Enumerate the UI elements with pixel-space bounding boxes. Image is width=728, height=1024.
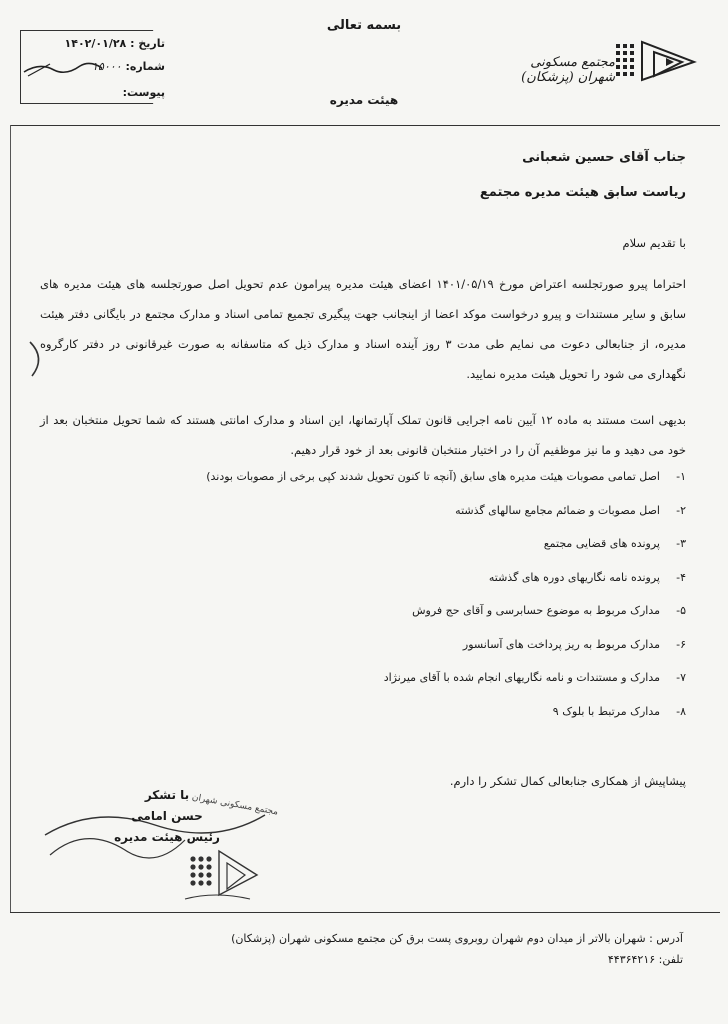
signer-name: حسن امامی — [131, 809, 203, 823]
margin-mark — [20, 340, 50, 380]
list-item: ۴-پرونده نامه نگاریهای دوره های گذشته — [488, 570, 686, 584]
top-divider — [10, 125, 720, 126]
signature-block — [112, 785, 222, 848]
list-item: ۸-مدارک مرتبط با بلوک ۹ — [552, 704, 686, 718]
list-item: ۶-مدارک مربوط به ریز پرداخت های آسانسور — [462, 637, 686, 651]
attachment-label: پیوست: — [122, 86, 165, 99]
date-value: ۱۴۰۲/۰۱/۲۸ — [64, 37, 127, 50]
closing-remark: پیشاپیش از همکاری جنابعالی کمال تشکر را دارم. — [449, 774, 686, 788]
date-label: تاریخ : — [130, 37, 165, 50]
list-item: ۳-پرونده های قضایی مجتمع — [543, 537, 686, 550]
bismillah-heading: بسمه تعالی — [326, 18, 402, 33]
organization-logo-icon — [614, 40, 699, 82]
number-label: شماره: — [125, 60, 165, 73]
signer-title: رئیس هیئت مدیره — [114, 830, 220, 844]
paragraph-legal-basis: بدیهی است مستند به ماده ۱۲ آیین نامه اجرایی قانون تملک آپارتمانها، این اسناد و مدارک امانتی هستند که شما تحویل منتخبان بعد از خود می دهید و ما نیز موظفیم آن را در اختیار منتخبان قانونی بعد از خود قرار دهیم. — [40, 413, 686, 457]
organization-name: مجتمع مسکونی شهران (پزشکان) — [521, 55, 615, 85]
list-item: ۱-اصل تمامی مصوبات هیئت مدیره های سابق (آنچه تا کنون تحویل شدند کپی برخی از مصوبات بودند) — [206, 470, 686, 483]
documents-list — [36, 470, 686, 738]
list-item: ۲-اصل مصوبات و ضمائم مجامع سالهای گذشته — [455, 503, 686, 517]
paragraph-request: احتراما پیرو صورتجلسه اعتراض مورخ ۱۴۰۱/۰۵/۱۹ اعضای هیئت مدیره پیرامون عدم تحویل اصل صورتجلسه های هیئت مدیره های سابق و سایر مستندات و پیرو درخواست موکد اعضا از اینجانب جهت پیگیری تجمیع تمامی اسناد و مدارک مجتمع در بایگانی دفتر هیئت مدیره، از جنابعالی دعوت می نمایم طی مدت ۳ روز آینده اسناد و مدارک ذیل که متاسفانه به صورت غیرقانونی در دفتر کارگروه نگهداری می شود را تحویل هیئت مدیره نمایید. — [40, 277, 686, 381]
handwritten-number-mark — [20, 56, 105, 80]
footer-phone: تلفن: ۴۴۳۶۴۲۱۶ — [607, 953, 683, 966]
stamp-text: مجتمع مسکونی شهران — [191, 792, 279, 818]
date-line — [30, 37, 165, 50]
list-item: ۷-مدارک و مستندات و نامه نگاریهای انجام شده با آقای میرنژاد — [383, 671, 686, 684]
board-title: هیئت مدیره — [329, 93, 399, 107]
footer-address: آدرس : شهران بالاتر از میدان دوم شهران روبروی پست برق کن مجتمع مسکونی شهران (پزشکان) — [231, 932, 683, 945]
list-item: ۵-مدارک مربوط به موضوع حسابرسی و آقای حج فروش — [412, 604, 686, 617]
left-border — [10, 125, 11, 912]
bottom-divider — [10, 912, 720, 913]
number-value: ۱۵۰۰۰ — [92, 60, 122, 73]
signature-thanks: با تشکر — [144, 788, 190, 802]
greeting: با تقدیم سلام — [622, 236, 686, 250]
recipient-name: جناب آقای حسین شعبانی — [522, 150, 686, 165]
recipient-role: ریاست سابق هیئت مدیره مجتمع — [479, 185, 686, 200]
